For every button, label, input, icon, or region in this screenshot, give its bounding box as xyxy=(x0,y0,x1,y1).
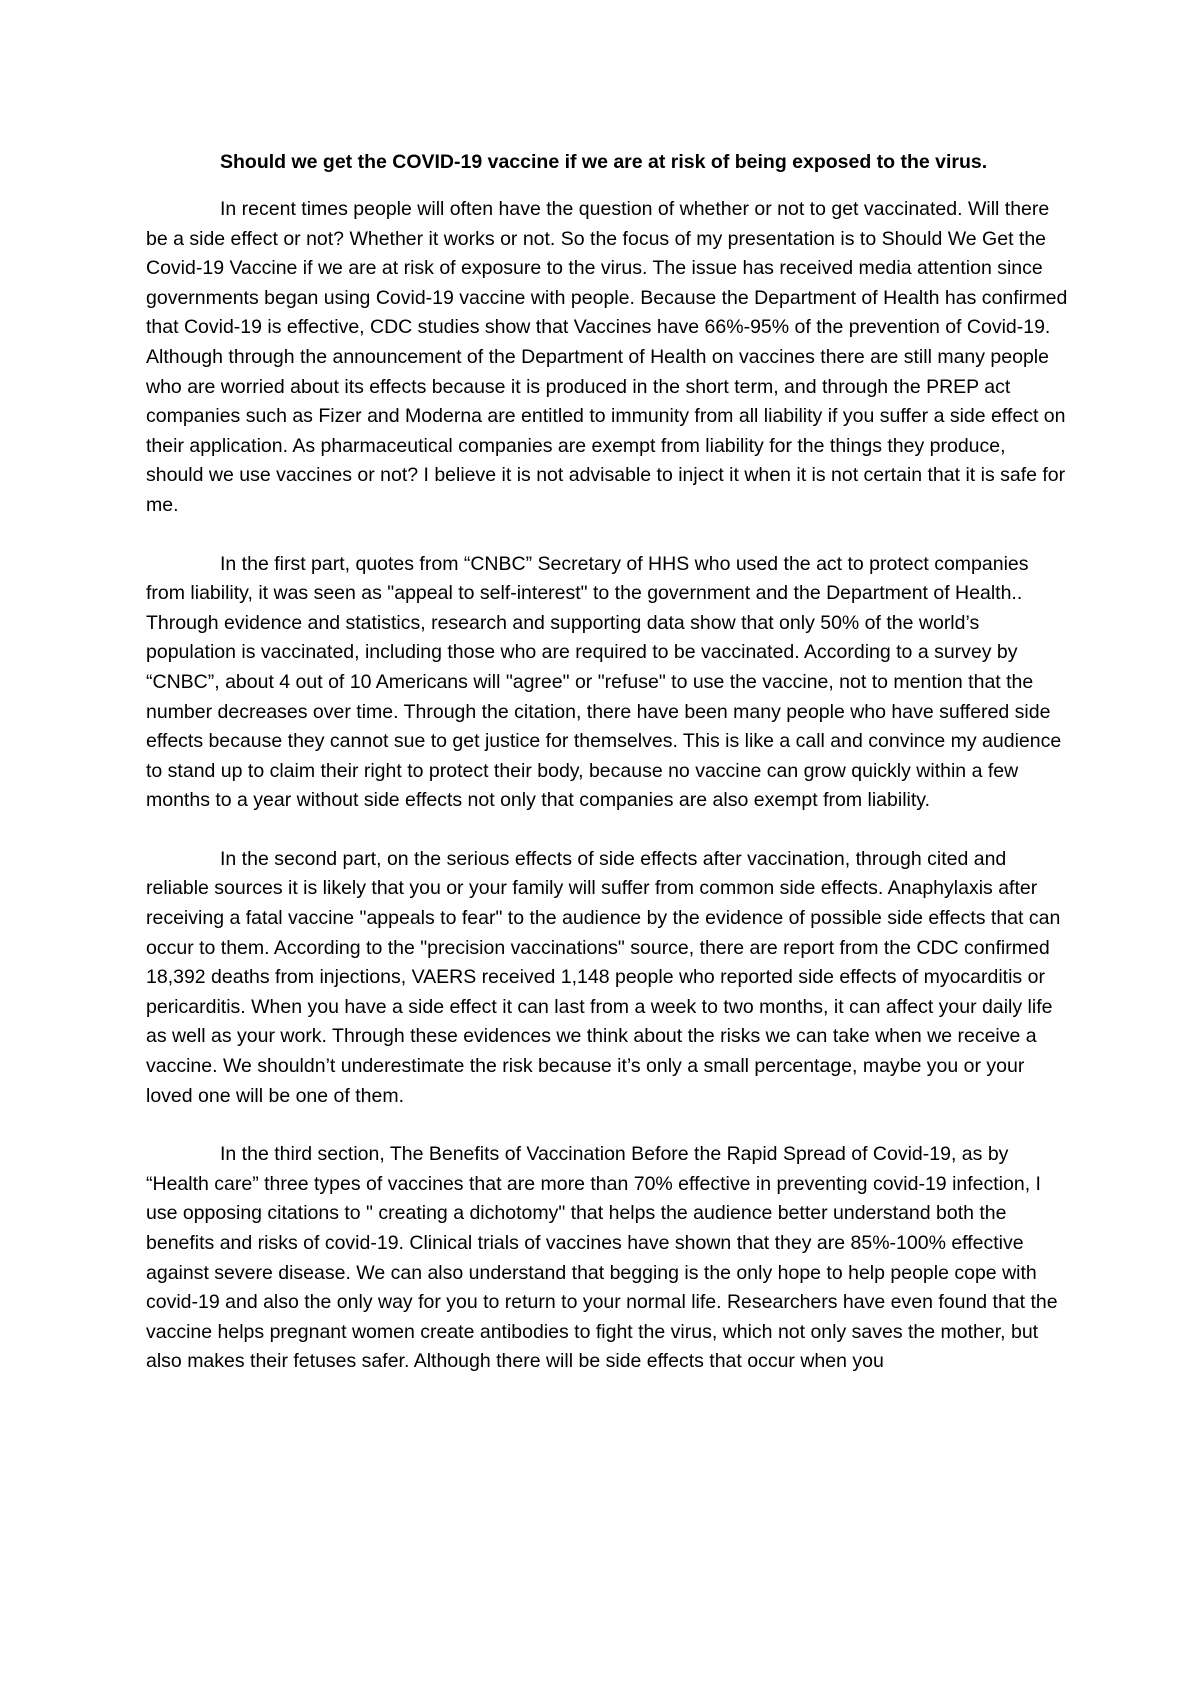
document-body xyxy=(146,148,1068,1406)
paragraph-second-part: In the second part, on the serious effects of side effects after vaccination, through cited and reliable sources it is likely that you or your family will suffer from common side effects. Anaphylaxis after receiving a fatal vaccine "appeals to fear" to the audience by the evidence of possible side effects that can occur to them. According to the "precision vaccinations" source, there are report from the CDC confirmed 18,392 deaths from injections, VAERS received 1,148 people who reported side effects of myocarditis or pericarditis. When you have a side effect it can last from a week to two months, it can affect your daily life as well as your work. Through these evidences we think about the risks we can take when we receive a vaccine. We shouldn’t underestimate the risk because it’s only a small percentage, maybe you or your loved one will be one of them. xyxy=(146,847,1061,1107)
paragraph-third-section: In the third section, The Benefits of Vaccination Before the Rapid Spread of Covid-19, as by “Health care” three types of vaccines that are more than 70% effective in preventing covid-19 infection, I use opposing citations to " creating a dichotomy" that helps the audience better understand both the benefits and risks of covid-19. Clinical trials of vaccines have shown that they are 85%-100% effective against severe disease. We can also understand that begging is the only hope to help people cope with covid-19 and also the only way for you to return to your normal life. Researchers have even found that the vaccine helps pregnant women create antibodies to fight the virus, which not only saves the mother, but also makes their fetuses safer. Although there will be side effects that occur when you xyxy=(146,1143,1058,1373)
paragraph-first-part: In the first part, quotes from “CNBC” Secretary of HHS who used the act to protect companies from liability, it was seen as "appeal to self-interest" to the government and the Department of Health.. Through evidence and statistics, research and supporting data show that only 50% of the world’s population is vaccinated, including those who are required to be vaccinated. According to a survey by “CNBC”, about 4 out of 10 Americans will "agree" or "refuse" to use the vaccine, not to mention that the number decreases over time. Through the citation, there have been many people who have suffered side effects because they cannot sue to get justice for themselves. This is like a call and convince my audience to stand up to claim their right to protect their body, because no vaccine can grow quickly within a few months to a year without side effects not only that companies are also exempt from liability. xyxy=(146,552,1062,812)
document-title: Should we get the COVID-19 vaccine if we are at risk of being exposed to the virus. xyxy=(220,151,988,173)
paragraph-introduction: In recent times people will often have the question of whether or not to get vaccinated. Will there be a side effect or not? Whether it works or not. So the focus of my presentation is to Should We Get the Covid-19 Vaccine if we are at risk of exposure to the virus. The issue has received media attention since governments began using Covid-19 vaccine with people. Because the Department of Health has confirmed that Covid-19 is effective, CDC studies show that Vaccines have 66%-95% of the prevention of Covid-19. Although through the announcement of the Department of Health on vaccines there are still many people who are worried about its effects because it is produced in the short term, and through the PREP act companies such as Fizer and Moderna are entitled to immunity from all liability if you suffer a side effect on their application. As pharmaceutical companies are exempt from liability for the things they produce, should we use vaccines or not? I believe it is not advisable to inject it when it is not certain that it is safe for me. xyxy=(146,198,1068,516)
